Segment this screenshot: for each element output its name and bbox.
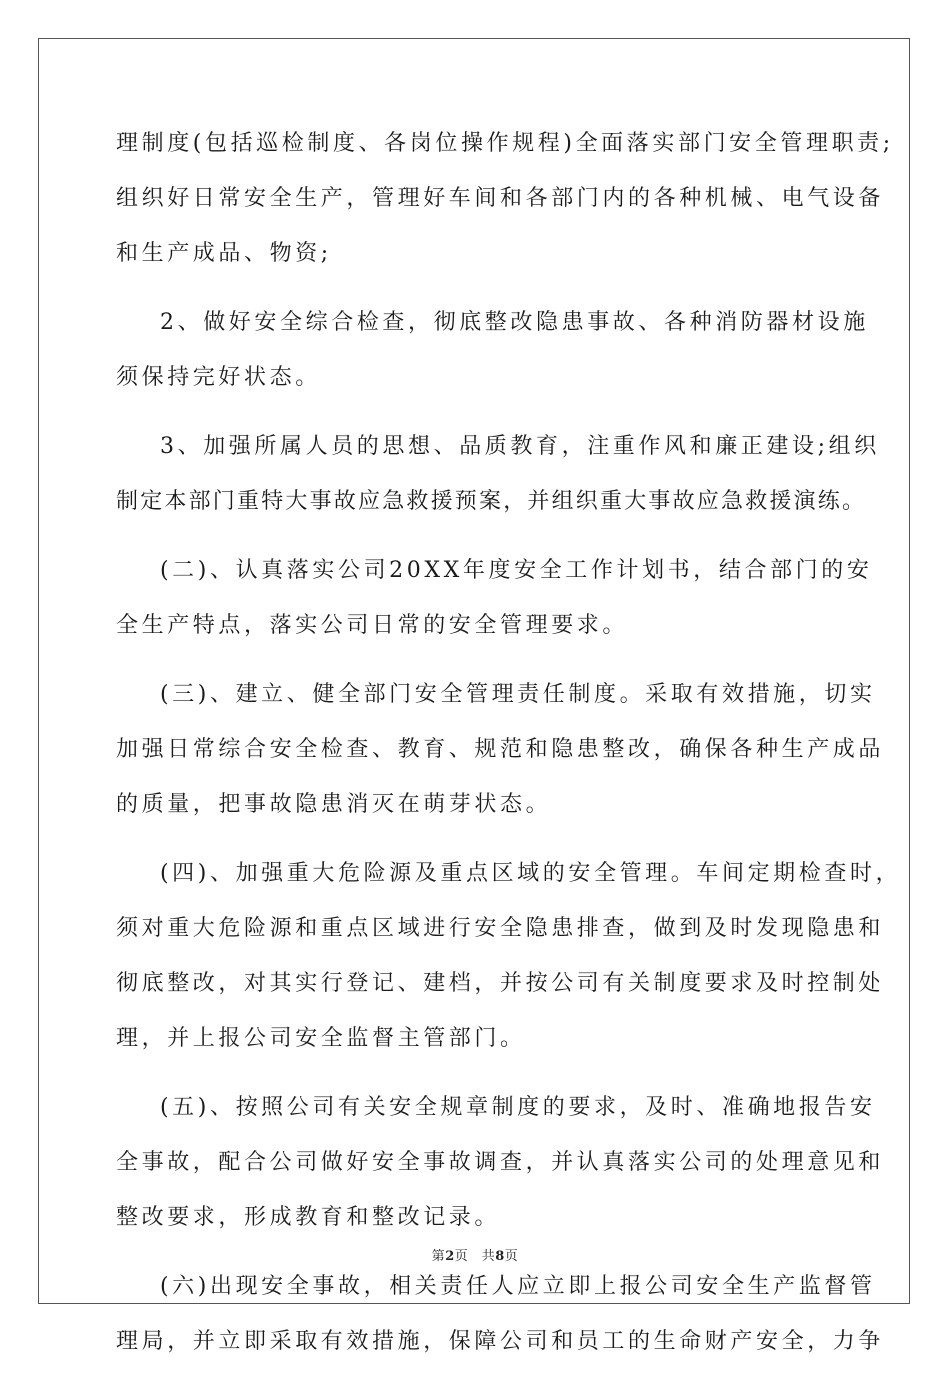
text-line: 加强日常综合安全检查、教育、规范和隐患整改，确保各种生产成品 — [116, 737, 885, 762]
footer-suffix: 页 — [504, 1249, 519, 1264]
text-line: 和生产成品、物资; — [116, 241, 332, 266]
text-line: (五)、按照公司有关安全规章制度的要求，及时、准确地报告安 — [160, 1095, 876, 1120]
total-page-number: 8 — [495, 1249, 505, 1264]
text-line: (三)、建立、健全部门安全管理责任制度。采取有效措施，切实 — [160, 682, 876, 707]
current-page-number: 2 — [445, 1249, 455, 1264]
text-line: 彻底整改，对其实行登记、建档，并按公司有关制度要求及时控制处 — [116, 971, 885, 996]
text-line: 制定本部门重特大事故应急救援预案，并组织重大事故应急救援演练。 — [116, 489, 867, 514]
text-line: 的质量，把事故隐患消灭在萌芽状态。 — [116, 792, 552, 817]
text-line: 须保持完好状态。 — [116, 365, 321, 390]
page-number-footer — [0, 1245, 950, 1264]
text-line: 3、加强所属人员的思想、品质教育，注重作风和廉正建设;组织 — [160, 434, 880, 459]
text-line: (六)出现安全事故，相关责任人应立即上报公司安全生产监督管 — [160, 1274, 876, 1299]
text-line: 2、做好安全综合检查，彻底整改隐患事故、各种消防器材设施 — [160, 310, 869, 335]
text-line: 理制度(包括巡检制度、各岗位操作规程)全面落实部门安全管理职责; — [116, 131, 894, 156]
text-line: 整改要求，形成教育和整改记录。 — [116, 1205, 501, 1230]
text-line: 全事故，配合公司做好安全事故调查，并认真落实公司的处理意见和 — [116, 1150, 885, 1175]
text-line: (二)、认真落实公司20XX年度安全工作计划书，结合部门的安 — [160, 558, 873, 583]
text-line: 全生产特点，落实公司日常的安全管理要求。 — [116, 613, 629, 638]
footer-mid: 页 共 — [454, 1249, 496, 1264]
text-line: 组织好日常安全生产，管理好车间和各部门内的各种机械、电气设备 — [116, 186, 885, 211]
text-line: (四)、加强重大危险源及重点区域的安全管理。车间定期检查时， — [160, 861, 902, 886]
document-body — [116, 126, 902, 1379]
text-line: 理局，并立即采取有效措施，保障公司和员工的生命财产安全，力争 — [116, 1329, 885, 1354]
text-line: 理，并上报公司安全监督主管部门。 — [116, 1026, 526, 1051]
footer-prefix: 第 — [431, 1249, 446, 1264]
text-line: 须对重大危险源和重点区域进行安全隐患排查，做到及时发现隐患和 — [116, 916, 885, 941]
